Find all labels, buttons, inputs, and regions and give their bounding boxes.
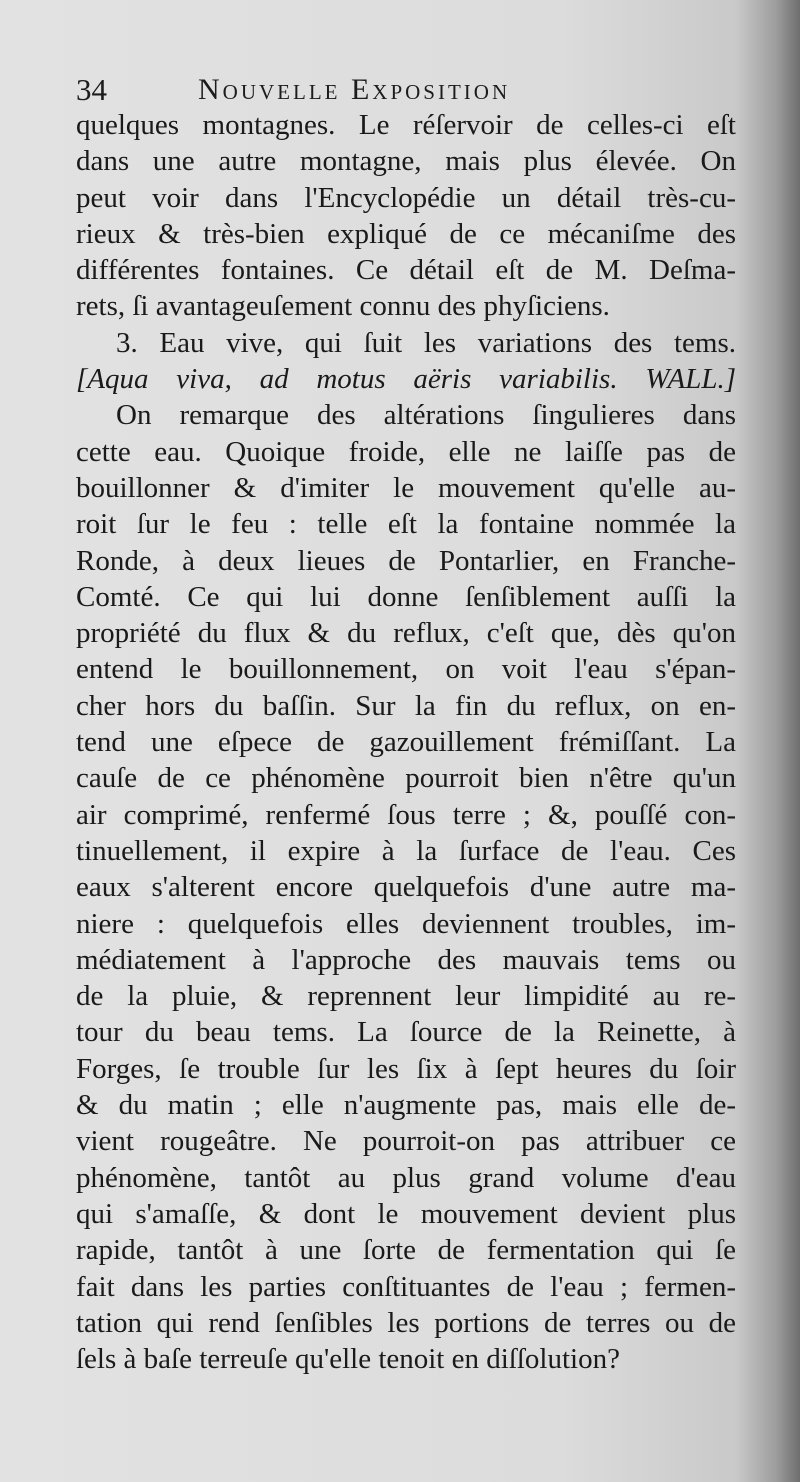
text-line: fait dans les parties conſtituantes de l'eau ; fermen- [76,1270,736,1303]
text-line: On remarque des altérations ſingulieres dans [116,399,736,432]
text-line: rieux & très-bien expliqué de ce mécaniſme des [76,217,736,250]
text-line: cauſe de ce phénomène pourroit bien n'être qu'un [76,762,736,795]
text-line: tour du beau tems. La ſource de la Reinette, à [76,1016,736,1049]
text-line: tend une eſpece de gazouillement frémiſſant. La [76,726,736,759]
text-line: propriété du flux & du reflux, c'eſt que, dès qu'on [76,617,736,650]
text-line: Ronde, à deux lieues de Pontarlier, en Franche- [76,544,736,577]
text-line: tinuellement, il expire à la ſurface de l'eau. Ces [76,834,736,867]
text-line: différentes fontaines. Ce détail eſt de M. Deſma- [76,254,736,287]
text-line: cette eau. Quoique froide, elle ne laiſſe pas de [76,435,736,468]
text-line: Forges, ſe trouble ſur les ſix à ſept heures du ſoir [76,1052,736,1085]
text-line: vient rougeâtre. Ne pourroit-on pas attribuer ce [76,1125,736,1158]
text-line: tation qui rend ſenſibles les portions de terres ou de [76,1306,736,1339]
text-line: dans une autre montagne, mais plus élevée. On [76,145,736,178]
page-number: 34 [76,72,107,107]
text-line: rets, ſi avantageuſement connu des phyſiciens. [76,290,610,323]
text-line: rapide, tantôt à une ſorte de fermentation qui ſe [76,1234,736,1267]
text-line: roit ſur le feu : telle eſt la fontaine nommée la [76,508,736,541]
page-header [76,68,736,112]
text-line: & du matin ; elle n'augmente pas, mais elle de- [76,1089,736,1122]
text-line: qui s'amaſſe, & dont le mouvement devient plus [76,1197,736,1230]
text-line: cher hors du baſſin. Sur la fin du reflux, on en- [76,689,736,722]
text-line: entend le bouillonnement, on voit l'eau s'épan- [76,653,736,686]
text-line: Comté. Ce qui lui donne ſenſiblement auſſi la [76,580,736,613]
body-text [76,107,736,1377]
latin-name-line: [Aqua viva, ad motus aëris variabilis. WALL.] [76,363,736,396]
text-line: ſels à baſe terreuſe qu'elle tenoit en diſſolution? [76,1343,620,1376]
text-line: air comprimé, renfermé ſous terre ; &, pouſſé con- [76,798,736,831]
text-line: niere : quelquefois elles deviennent troubles, im- [76,907,736,940]
section-heading-line: 3. Eau vive, qui ſuit les variations des tems. [116,326,736,359]
text-line: bouillonner & d'imiter le mouvement qu'elle au- [76,471,736,504]
text-line: peut voir dans l'Encyclopédie un détail très-cu- [76,181,736,214]
text-line: eaux s'alterent encore quelquefois d'une autre ma- [76,871,736,904]
text-line: quelques montagnes. Le réſervoir de celles-ci eſt [76,109,736,141]
text-line: médiatement à l'approche des mauvais tems ou [76,943,736,976]
running-title: Nouvelle Exposition [198,73,511,106]
text-line: de la pluie, & reprennent leur limpidité au re- [76,980,736,1013]
text-line: phénomène, tantôt au plus grand volume d'eau [76,1161,736,1194]
